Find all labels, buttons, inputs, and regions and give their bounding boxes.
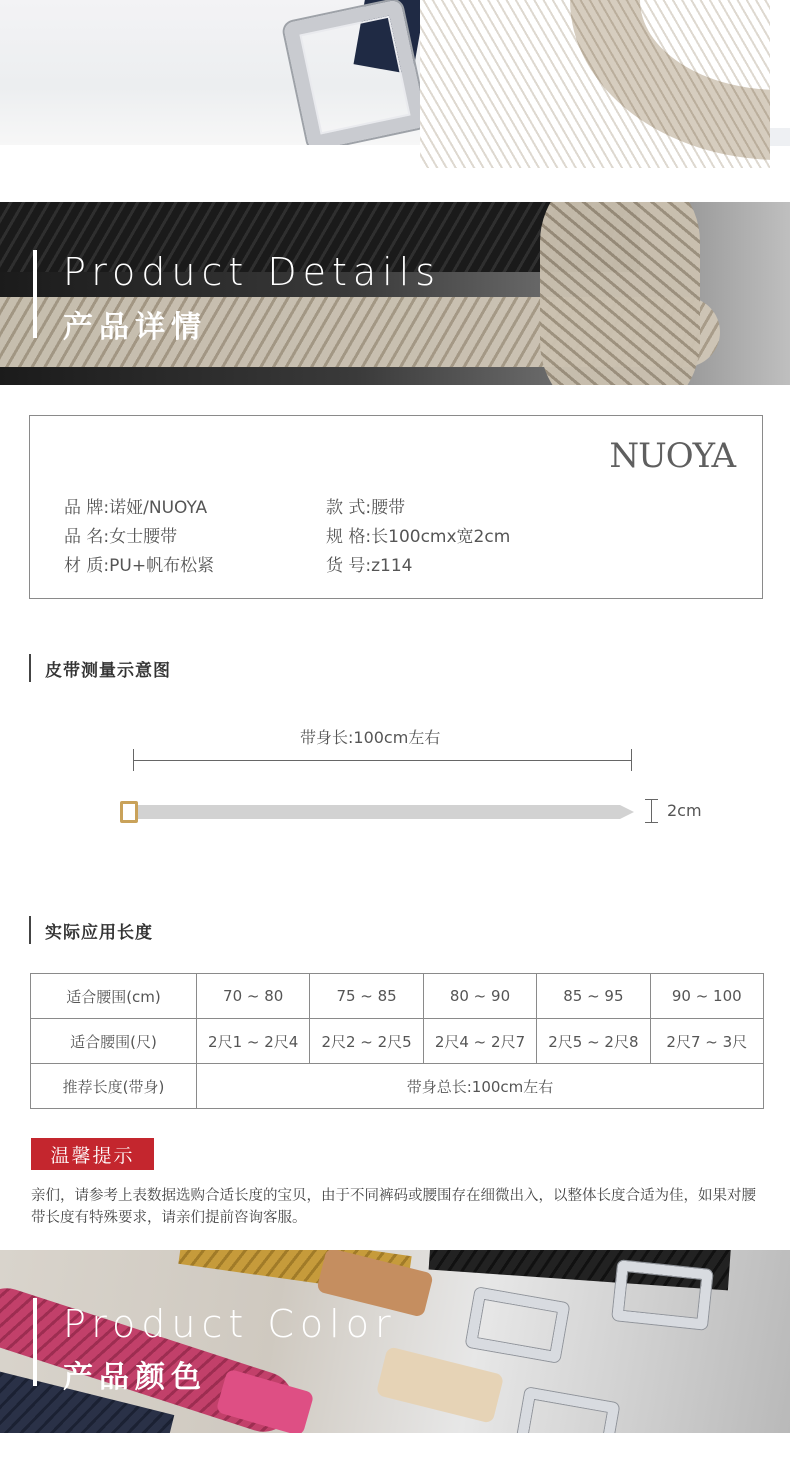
width-mark-bottom bbox=[645, 822, 658, 823]
size-table bbox=[30, 973, 764, 1109]
banner-accent-bar bbox=[33, 250, 37, 338]
product-details-banner bbox=[0, 202, 790, 385]
banner-title-en: Product Color bbox=[63, 1302, 397, 1346]
belt-buckle-icon bbox=[120, 801, 138, 823]
spec-item-no: 货 号:z114 bbox=[326, 556, 413, 576]
photo-edge bbox=[770, 128, 790, 146]
belt-tip bbox=[620, 805, 634, 819]
table-cell: 2尺2 ~ 2尺5 bbox=[310, 1019, 423, 1064]
belt-body bbox=[136, 805, 620, 819]
table-cell: 85 ~ 95 bbox=[537, 974, 650, 1019]
table-cell: 2尺1 ~ 2尺4 bbox=[197, 1019, 310, 1064]
row-label: 推荐长度(带身) bbox=[31, 1064, 197, 1109]
silver-buckle bbox=[516, 1387, 620, 1433]
spec-grid bbox=[64, 491, 704, 578]
buckle-closeup-photo bbox=[0, 0, 420, 145]
spec-row bbox=[64, 549, 704, 578]
spec-size: 规 格:长100cmx宽2cm bbox=[326, 527, 511, 547]
table-cell: 70 ~ 80 bbox=[197, 974, 310, 1019]
beige-leather-tab bbox=[376, 1346, 505, 1424]
length-title-text: 实际应用长度 bbox=[45, 922, 153, 943]
table-cell: 90 ~ 100 bbox=[650, 974, 763, 1019]
row-label: 适合腰围(cm) bbox=[31, 974, 197, 1019]
measure-section-title bbox=[29, 654, 171, 682]
braid-texture bbox=[420, 0, 770, 168]
pink-leather-tab bbox=[216, 1368, 315, 1433]
table-cell: 2尺5 ~ 2尺8 bbox=[537, 1019, 650, 1064]
spec-name: 品 名:女士腰带 bbox=[64, 527, 178, 547]
brand-logo: NUOYA bbox=[609, 436, 735, 476]
section-bar bbox=[29, 654, 31, 682]
table-cell: 2尺7 ~ 3尺 bbox=[650, 1019, 763, 1064]
product-color-banner bbox=[0, 1250, 790, 1433]
table-row bbox=[31, 974, 764, 1019]
spec-row bbox=[64, 491, 704, 520]
silver-buckle bbox=[466, 1287, 570, 1363]
spec-material: 材 质:PU+帆布松紧 bbox=[64, 556, 215, 576]
beige-braid-loop bbox=[540, 202, 700, 385]
length-section-title bbox=[29, 916, 153, 944]
table-cell: 75 ~ 85 bbox=[310, 974, 423, 1019]
spec-box bbox=[29, 415, 763, 599]
banner-accent-bar bbox=[33, 1298, 37, 1386]
width-label: 2cm bbox=[667, 801, 702, 820]
dimension-tick-right bbox=[631, 749, 632, 771]
width-mark bbox=[651, 799, 652, 823]
banner-title-cn: 产品详情 bbox=[63, 310, 207, 345]
banner-title-cn: 产品颜色 bbox=[63, 1360, 207, 1395]
top-photo-strip bbox=[0, 0, 790, 170]
table-cell: 带身总长:100cm左右 bbox=[197, 1064, 764, 1109]
table-cell: 80 ~ 90 bbox=[423, 974, 536, 1019]
table-row bbox=[31, 1019, 764, 1064]
table-cell: 2尺4 ~ 2尺7 bbox=[423, 1019, 536, 1064]
tips-badge: 温馨提示 bbox=[31, 1138, 154, 1170]
length-label: 带身长:100cm左右 bbox=[300, 728, 441, 747]
row-label: 适合腰围(尺) bbox=[31, 1019, 197, 1064]
measure-title-text: 皮带测量示意图 bbox=[45, 660, 171, 681]
spec-row bbox=[64, 520, 704, 549]
tips-text: 亲们，请参考上表数据选购合适长度的宝贝，由于不同裤码或腰围存在细微出入，以整体长度合适为佳，如果对腰带长度有特殊要求，请亲们提前咨询客服。 bbox=[31, 1188, 756, 1226]
spec-style: 款 式:腰带 bbox=[326, 498, 406, 518]
section-bar bbox=[29, 916, 31, 944]
silver-buckle bbox=[612, 1260, 713, 1330]
dimension-line bbox=[133, 760, 632, 761]
metal-buckle bbox=[283, 0, 420, 145]
belt-measure-diagram bbox=[0, 715, 790, 845]
spec-brand: 品 牌:诺娅/NUOYA bbox=[64, 498, 208, 518]
table-row bbox=[31, 1064, 764, 1109]
banner-title-en: Product Details bbox=[63, 250, 442, 294]
braided-belt-photo bbox=[420, 0, 770, 168]
